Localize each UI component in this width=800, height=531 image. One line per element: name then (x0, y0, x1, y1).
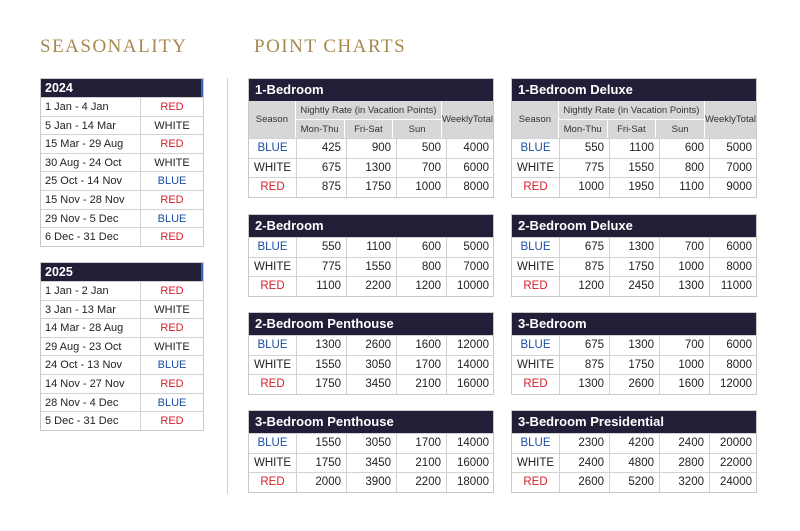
points-weekly: 5000 (726, 142, 752, 154)
point-row (249, 177, 493, 197)
header-day-columns (559, 120, 704, 138)
point-season: BLUE (249, 238, 297, 257)
points-mon-thu: 550 (560, 139, 610, 158)
point-row (512, 453, 756, 473)
points-sun: 1200 (397, 277, 447, 296)
points-mon-thu: 675 (560, 238, 610, 257)
point-season: RED (512, 473, 560, 492)
points-mon-thu: 675 (560, 336, 610, 355)
header-sun: Sun (671, 123, 689, 135)
header-nightly-group (559, 101, 705, 138)
points-mon-thu: 1550 (297, 356, 347, 375)
point-season: WHITE (249, 258, 297, 277)
point-row (512, 335, 756, 355)
points-mon-thu: 2400 (560, 454, 610, 473)
seasonality-row (41, 337, 203, 356)
points-weekly: 7000 (726, 161, 752, 174)
points-sun: 500 (397, 139, 447, 158)
point-table-title: 1-Bedroom Deluxe (512, 79, 756, 101)
seasonality-row (41, 227, 203, 246)
point-season: BLUE (512, 238, 560, 257)
point-season: RED (249, 473, 297, 492)
points-fri-sat: 1300 (610, 336, 660, 355)
points-weekly: 12000 (457, 339, 489, 351)
points-weekly: 6000 (726, 241, 752, 253)
season-label: RED (160, 285, 184, 297)
points-fri-sat: 1300 (610, 238, 660, 257)
points-fri-sat: 1300 (347, 159, 397, 178)
points-sun: 700 (397, 159, 447, 178)
point-season: WHITE (249, 356, 297, 375)
points-fri-sat: 2450 (610, 277, 660, 296)
points-sun: 1600 (397, 336, 447, 355)
point-row (249, 355, 493, 375)
point-season: RED (249, 375, 297, 394)
header-day-columns (296, 120, 441, 138)
header-weekly-line1: Weekly (441, 114, 473, 125)
points-fri-sat: 1750 (610, 356, 660, 375)
header-season: Season (512, 101, 559, 138)
points-fri-sat: 3450 (347, 375, 397, 394)
point-row (512, 374, 756, 394)
season-label: RED (160, 101, 184, 113)
point-row (249, 158, 493, 178)
header-fri-sat: Fri-Sat (608, 120, 657, 138)
seasonality-table-2024 (40, 78, 204, 247)
seasonality-row (41, 134, 203, 153)
points-weekly: 24000 (720, 476, 752, 488)
points-weekly: 14000 (457, 358, 489, 371)
points-fri-sat: 2200 (347, 277, 397, 296)
points-fri-sat: 1550 (347, 258, 397, 277)
season-dates: 15 Mar - 29 Aug (41, 135, 141, 153)
point-table-title: 2-Bedroom (249, 215, 493, 237)
points-mon-thu: 2600 (560, 473, 610, 492)
point-season: WHITE (512, 159, 560, 178)
points-fri-sat: 4200 (610, 434, 660, 453)
points-weekly: 9000 (726, 181, 752, 193)
point-row (249, 374, 493, 394)
point-row (249, 335, 493, 355)
points-sun: 2100 (397, 454, 447, 473)
points-fri-sat: 2600 (610, 375, 660, 394)
season-dates: 24 Oct - 13 Nov (41, 356, 141, 374)
point-table-title: 3-Bedroom (512, 313, 756, 335)
point-season: BLUE (249, 336, 297, 355)
points-mon-thu: 775 (297, 258, 347, 277)
point-season: WHITE (249, 454, 297, 473)
points-fri-sat: 3450 (347, 454, 397, 473)
points-weekly: 10000 (457, 280, 489, 292)
seasonality-row (41, 153, 203, 172)
point-row (249, 453, 493, 473)
points-mon-thu: 1100 (297, 277, 347, 296)
season-dates: 5 Dec - 31 Dec (41, 412, 141, 430)
points-fri-sat: 4800 (610, 454, 660, 473)
points-weekly: 4000 (463, 142, 489, 154)
points-weekly: 8000 (726, 260, 752, 273)
points-sun: 2200 (397, 473, 447, 492)
point-season: RED (512, 375, 560, 394)
points-weekly: 8000 (726, 358, 752, 371)
header-nightly-rate: Nightly Rate (in Vacation Points) (559, 101, 704, 120)
point-row (512, 237, 756, 257)
header-mon-thu: Mon-Thu (296, 120, 345, 138)
points-sun: 1000 (660, 356, 710, 375)
points-sun: 1700 (397, 434, 447, 453)
season-dates: 29 Aug - 23 Oct (41, 338, 141, 356)
point-row (249, 433, 493, 453)
points-weekly: 16000 (457, 378, 489, 390)
point-table-header (249, 101, 493, 138)
season-dates: 1 Jan - 2 Jan (41, 282, 141, 300)
point-table-3-bedroom-penthouse (248, 410, 494, 493)
header-season: Season (249, 101, 296, 138)
header-sun: Sun (408, 123, 426, 135)
season-label: BLUE (157, 175, 187, 188)
point-row (512, 177, 756, 197)
header-weekly-line2: Total (472, 114, 493, 125)
seasonality-row (41, 116, 203, 135)
points-fri-sat: 1750 (610, 258, 660, 277)
header-nightly-group (296, 101, 442, 138)
point-row (512, 472, 756, 492)
points-fri-sat: 3050 (347, 356, 397, 375)
point-row (512, 138, 756, 158)
point-table-header (512, 101, 756, 138)
season-dates: 30 Aug - 24 Oct (41, 154, 141, 172)
points-weekly: 12000 (720, 378, 752, 390)
point-table-title: 3-Bedroom Penthouse (249, 411, 493, 433)
point-row (249, 237, 493, 257)
seasonality-row (41, 355, 203, 374)
seasonality-year: 2024 (41, 79, 203, 97)
points-sun: 700 (660, 238, 710, 257)
points-fri-sat: 3900 (347, 473, 397, 492)
point-row (512, 158, 756, 178)
season-label: RED (160, 193, 184, 206)
header-fri-sat: Fri-Sat (345, 120, 394, 138)
column-divider (227, 78, 228, 494)
header-weekly-line2: Total (735, 114, 756, 125)
season-dates: 29 Nov - 5 Dec (41, 210, 141, 228)
points-mon-thu: 875 (560, 356, 610, 375)
points-mon-thu: 875 (297, 178, 347, 197)
point-season: RED (512, 178, 560, 197)
seasonality-row (41, 209, 203, 228)
seasonality-heading: SEASONALITY (40, 36, 188, 57)
point-season: WHITE (249, 159, 297, 178)
points-sun: 1600 (660, 375, 710, 394)
points-sun: 2800 (660, 454, 710, 473)
points-mon-thu: 1750 (297, 454, 347, 473)
points-weekly: 6000 (463, 161, 489, 174)
points-sun: 1700 (397, 356, 447, 375)
season-label: BLUE (157, 212, 187, 225)
season-dates: 1 Jan - 4 Jan (41, 98, 141, 116)
point-season: RED (249, 178, 297, 197)
seasonality-table-2025 (40, 262, 204, 431)
points-mon-thu: 1300 (560, 375, 610, 394)
point-row (249, 257, 493, 277)
points-fri-sat: 1100 (610, 139, 660, 158)
point-row (249, 138, 493, 158)
points-sun: 1300 (660, 277, 710, 296)
point-table-2-bedroom-deluxe (511, 214, 757, 297)
season-label: BLUE (157, 359, 187, 372)
points-fri-sat: 1100 (347, 238, 397, 257)
header-weekly-total (705, 101, 756, 138)
points-weekly: 7000 (463, 260, 489, 273)
point-row (249, 472, 493, 492)
points-weekly: 14000 (457, 437, 489, 449)
points-weekly: 6000 (726, 339, 752, 351)
point-table-2-bedroom-penthouse (248, 312, 494, 395)
points-mon-thu: 425 (297, 139, 347, 158)
points-mon-thu: 875 (560, 258, 610, 277)
seasonality-row (41, 393, 203, 412)
point-table-title: 3-Bedroom Presidential (512, 411, 756, 433)
points-weekly: 20000 (720, 437, 752, 449)
season-dates: 14 Mar - 28 Aug (41, 319, 141, 337)
points-fri-sat: 3050 (347, 434, 397, 453)
seasonality-year: 2025 (41, 263, 203, 281)
seasonality-row (41, 318, 203, 337)
points-sun: 800 (660, 159, 710, 178)
seasonality-row (41, 97, 203, 116)
points-fri-sat: 5200 (610, 473, 660, 492)
point-table-3-bedroom (511, 312, 757, 395)
points-fri-sat: 1550 (610, 159, 660, 178)
points-fri-sat: 1750 (347, 178, 397, 197)
points-weekly: 5000 (463, 241, 489, 253)
points-sun: 600 (397, 238, 447, 257)
point-season: RED (512, 277, 560, 296)
point-row (512, 355, 756, 375)
points-mon-thu: 1300 (297, 336, 347, 355)
point-season: BLUE (249, 139, 297, 158)
point-table-3-bedroom-presidential (511, 410, 757, 493)
points-weekly: 22000 (720, 456, 752, 469)
season-label: RED (160, 415, 184, 428)
points-mon-thu: 1000 (560, 178, 610, 197)
season-label: WHITE (154, 156, 190, 169)
season-dates: 14 Nov - 27 Nov (41, 375, 141, 393)
point-season: BLUE (512, 139, 560, 158)
points-sun: 1100 (660, 178, 710, 197)
point-row (512, 276, 756, 296)
points-sun: 1000 (660, 258, 710, 277)
points-mon-thu: 2300 (560, 434, 610, 453)
points-sun: 800 (397, 258, 447, 277)
points-weekly: 8000 (463, 181, 489, 193)
point-season: BLUE (512, 434, 560, 453)
points-fri-sat: 900 (347, 139, 397, 158)
point-season: BLUE (249, 434, 297, 453)
header-mon-thu: Mon-Thu (559, 120, 608, 138)
points-fri-sat: 1950 (610, 178, 660, 197)
header-weekly-line1: Weekly (704, 114, 736, 125)
points-weekly: 11000 (720, 280, 752, 292)
season-label: RED (160, 138, 184, 151)
points-mon-thu: 550 (297, 238, 347, 257)
points-sun: 3200 (660, 473, 710, 492)
points-weekly: 16000 (457, 456, 489, 469)
season-dates: 25 Oct - 14 Nov (41, 172, 141, 190)
point-season: WHITE (512, 454, 560, 473)
points-mon-thu: 1200 (560, 277, 610, 296)
point-season: WHITE (512, 356, 560, 375)
seasonality-row (41, 190, 203, 209)
point-table-2-bedroom (248, 214, 494, 297)
point-season: WHITE (512, 258, 560, 277)
season-dates: 6 Dec - 31 Dec (41, 228, 141, 246)
seasonality-row (41, 281, 203, 300)
seasonality-row (41, 374, 203, 393)
seasonality-row (41, 411, 203, 430)
point-table-title: 2-Bedroom Deluxe (512, 215, 756, 237)
points-sun: 1000 (397, 178, 447, 197)
points-weekly: 18000 (457, 476, 489, 488)
season-label: WHITE (154, 119, 190, 132)
season-label: BLUE (157, 396, 187, 409)
season-dates: 3 Jan - 13 Mar (41, 301, 141, 319)
seasonality-row (41, 171, 203, 190)
header-weekly-total (442, 101, 493, 138)
point-table-title: 2-Bedroom Penthouse (249, 313, 493, 335)
point-season: RED (249, 277, 297, 296)
season-label: WHITE (154, 340, 190, 353)
points-mon-thu: 1550 (297, 434, 347, 453)
season-label: RED (160, 377, 184, 390)
points-sun: 700 (660, 336, 710, 355)
point-table-1-bedroom (248, 78, 494, 198)
point-charts-heading: POINT CHARTS (254, 36, 407, 57)
points-mon-thu: 1750 (297, 375, 347, 394)
point-table-title: 1-Bedroom (249, 79, 493, 101)
point-row (512, 257, 756, 277)
season-dates: 15 Nov - 28 Nov (41, 191, 141, 209)
point-row (512, 433, 756, 453)
seasonality-row (41, 300, 203, 319)
point-season: BLUE (512, 336, 560, 355)
points-sun: 2100 (397, 375, 447, 394)
header-nightly-rate: Nightly Rate (in Vacation Points) (296, 101, 441, 120)
points-fri-sat: 2600 (347, 336, 397, 355)
season-label: WHITE (154, 303, 190, 316)
point-table-1-bedroom-deluxe (511, 78, 757, 198)
points-mon-thu: 2000 (297, 473, 347, 492)
point-row (249, 276, 493, 296)
season-dates: 28 Nov - 4 Dec (41, 394, 141, 412)
points-sun: 600 (660, 139, 710, 158)
points-sun: 2400 (660, 434, 710, 453)
season-label: RED (160, 231, 184, 244)
points-mon-thu: 675 (297, 159, 347, 178)
points-mon-thu: 775 (560, 159, 610, 178)
season-dates: 5 Jan - 14 Mar (41, 117, 141, 135)
season-label: RED (160, 322, 184, 335)
